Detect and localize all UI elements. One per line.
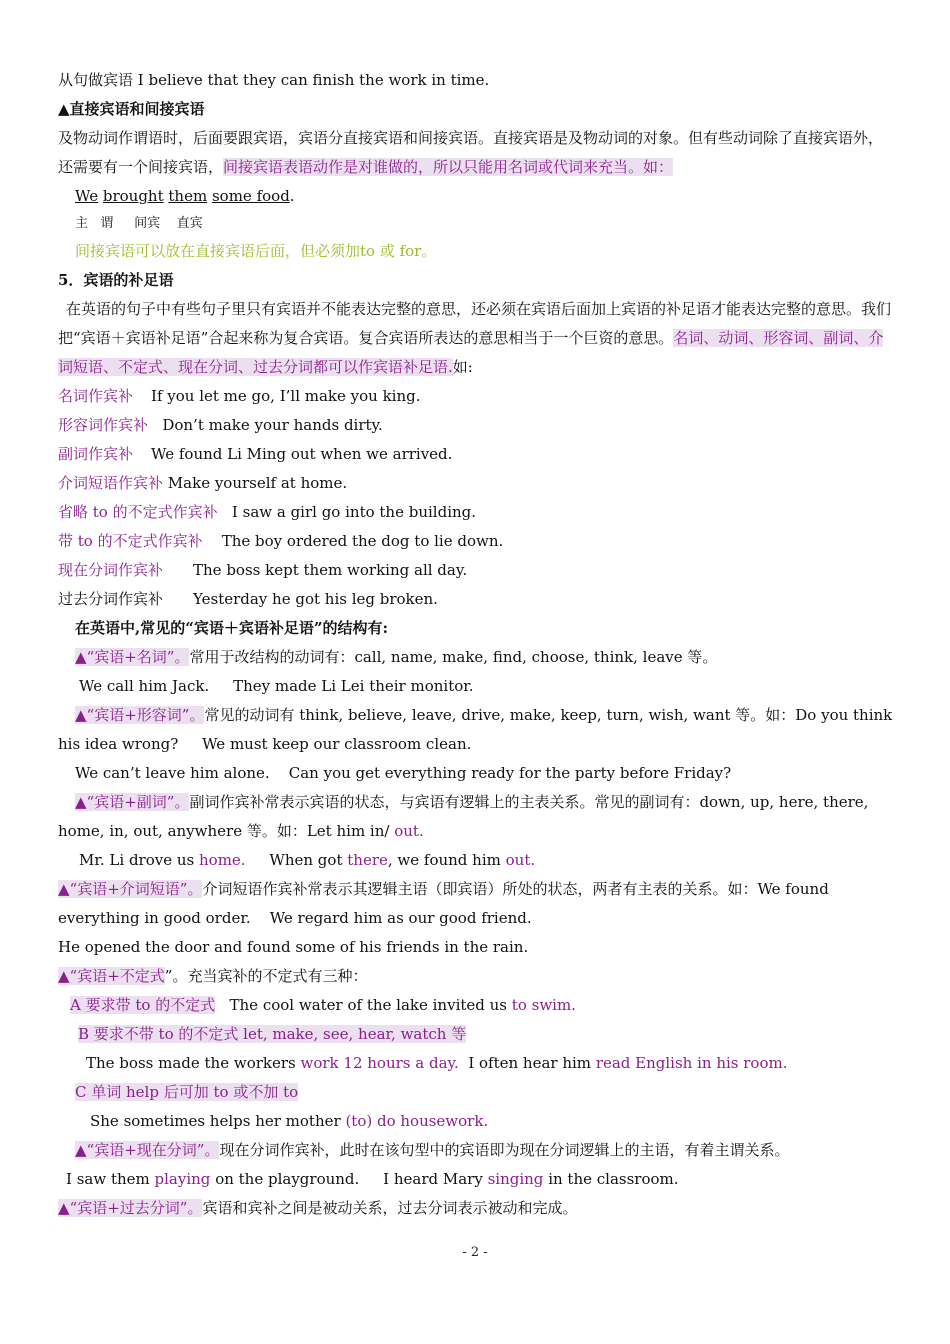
example-sentence: Mr. Li drove us home. When got there, we found him out. [79, 851, 536, 869]
example-sentence: He opened the door and found some of his friends in the rain. [58, 938, 529, 956]
structure-paragraph: ▲“宾语+副词”。副词作宾补常表示宾语的状态，与宾语有逻辑上的主表关系。常见的副词有：down, up, here, there, home, in, out, anywhere 等。如：Let him in/ out. [58, 793, 869, 840]
structure-line: ▲“宾语+名词”。常用于改结构的动词有：call, name, make, find, choose, think, leave 等。 [75, 648, 718, 666]
paragraph: 及物动词作谓语时，后面要跟宾语，宾语分直接宾语和间接宾语。直接宾语是及物动词的对象。但有些动词除了直接宾语外，还需要有一个间接宾语，间接宾语表语动作是对谁做的，所以只能用名词或代词来充当。如： [58, 129, 884, 176]
structure-line: ▲“宾语+不定式”。充当宾补的不定式有三种： [58, 967, 368, 985]
example-sentence: We call him Jack. They made Li Lei their monitor. [79, 677, 474, 695]
text-line: 从句做宾语 I believe that they can finish the work in time. [58, 71, 490, 89]
example-row: 过去分词作宾补 Yesterday he got his leg broken. [58, 590, 438, 608]
example-row: 介词短语作宾补 Make yourself at home. [58, 474, 348, 492]
example-sentence: She sometimes helps her mother (to) do housework. [90, 1112, 489, 1130]
example-row: 现在分词作宾补 The boss kept them working all day. [58, 561, 468, 579]
subheading: 在英语中,常见的“宾语＋宾语补足语”的结构有: [75, 619, 389, 637]
structure-line: ▲“宾语+过去分词”。宾语和宾补之间是被动关系，过去分词表示被动和完成。 [58, 1199, 578, 1217]
structure-paragraph: ▲“宾语+介词短语”。介词短语作宾补常表示其逻辑主语（即宾语）所处的状态，两者有主表的关系。如：We found everything in good order. We regard him as our good friend. [58, 880, 829, 927]
example-sentence: We can’t leave him alone. Can you get everything ready for the party before Friday? [75, 764, 732, 782]
example-row: B 要求不带 to 的不定式 let, make, see, hear, watch 等 [78, 1025, 467, 1043]
example-row: C 单词 help 后可加 to 或不加 to [75, 1083, 299, 1101]
structure-line: ▲“宾语+现在分词”。现在分词作宾补，此时在该句型中的宾语即为现在分词逻辑上的主语，有着主谓关系。 [75, 1141, 790, 1159]
structure-paragraph: ▲“宾语+形容词”。常见的动词有 think, believe, leave, drive, make, keep, turn, wish, want 等。如：Do you think his idea wrong? We must keep our classroom clean. [58, 706, 893, 753]
example-row: 名词作宾补 If you let me go, I’ll make you king. [58, 387, 421, 405]
example-sentence: We brought them some food. [75, 187, 295, 205]
section-heading: ▲直接宾语和间接宾语 [58, 100, 205, 118]
example-sentence: The boss made the workers work 12 hours a day. I often hear him read English in his room. [86, 1054, 788, 1072]
example-row: A 要求带 to 的不定式 The cool water of the lake invited us to swim. [70, 996, 576, 1014]
document-page [58, 66, 894, 1223]
example-sentence: I saw them playing on the playground. I heard Mary singing in the classroom. [66, 1170, 679, 1188]
section-heading: 5．宾语的补足语 [58, 271, 174, 289]
example-row: 带 to 的不定式作宾补 The boy ordered the dog to lie down. [58, 532, 504, 550]
example-row: 省略 to 的不定式作宾补 I saw a girl go into the building. [58, 503, 477, 521]
example-row: 副词作宾补 We found Li Ming out when we arrived. [58, 445, 453, 463]
grammar-labels: 主 谓 间宾 直宾 [75, 216, 203, 231]
note-line: 间接宾语可以放在直接宾语后面，但必须加to 或 for。 [75, 242, 437, 260]
page-number: - 2 - [462, 1245, 488, 1260]
example-row: 形容词作宾补 Don’t make your hands dirty. [58, 416, 383, 434]
paragraph: 在英语的句子中有些句子里只有宾语并不能表达完整的意思，还必须在宾语后面加上宾语的补足语才能表达完整的意思。我们把“宾语＋宾语补足语”合起来称为复合宾语。复合宾语所表达的意思相当于一个巨资的意思。名词、动词、形容词、副词、介词短语、不定式、现在分词、过去分词都可以作宾语补足语.如: [58, 300, 892, 376]
